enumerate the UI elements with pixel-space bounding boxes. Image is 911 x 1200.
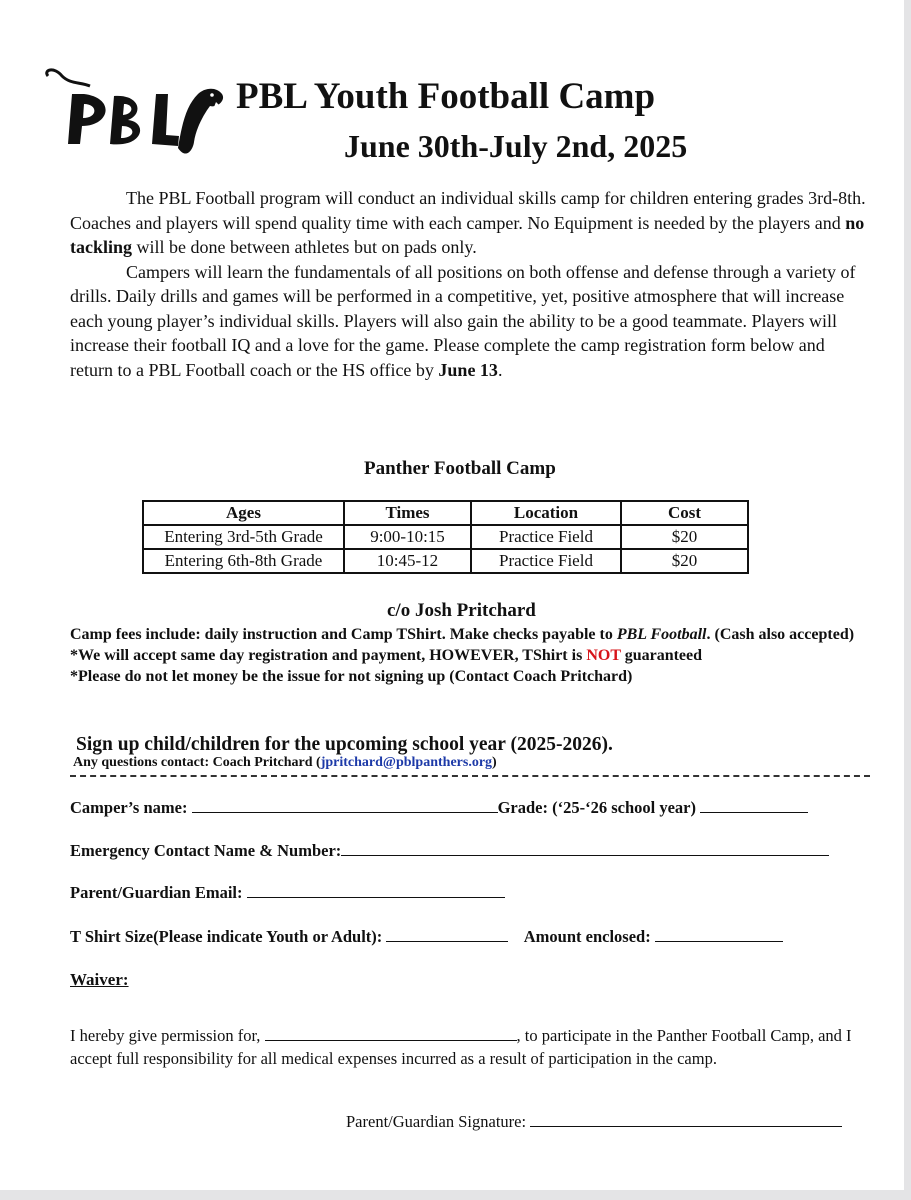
intro-p1-text: The PBL Football program will conduct an individual skills camp for children entering grades 3rd-8th. Coaches and players will spend quality time with each camper. No Equipment is needed by the players and xyxy=(70,188,866,233)
col-location: Location xyxy=(471,501,621,525)
note1-end: guaranteed xyxy=(620,647,703,664)
questions-contact xyxy=(73,755,497,771)
camper-name-field[interactable] xyxy=(192,797,498,813)
intro-p2-text: Campers will learn the fundamentals of all positions on both offense and defense through a variety of drills. Daily drills and games will be performed in a competitive, yet, positive atmosphere that will increase each young player’s individual skills. Players will also gain the ability to be a good teammate. Players will increase their football IQ and a love for the game. Please complete the camp registration form below and return to a PBL Football coach or the HS office by xyxy=(70,261,856,380)
same-day-note xyxy=(70,645,880,666)
waiver-text xyxy=(70,1024,860,1070)
camper-name-label: Camper’s name: xyxy=(70,798,188,817)
deadline-date: June 13 xyxy=(438,359,498,380)
table-row xyxy=(143,549,748,573)
emergency-field[interactable] xyxy=(341,840,829,856)
note1-text: *We will accept same day registration and payment, HOWEVER, TShirt is xyxy=(70,647,587,664)
cell-cost: $20 xyxy=(621,549,748,573)
payable-to: PBL Football xyxy=(616,626,707,643)
col-ages: Ages xyxy=(143,501,344,525)
fees-end: . (Cash also accepted) xyxy=(706,626,855,643)
fees-info xyxy=(70,624,880,687)
contact-coach: c/o Josh Pritchard xyxy=(387,600,536,621)
intro-p1-end: will be done between athletes but on pads only. xyxy=(132,237,477,257)
col-cost: Cost xyxy=(621,501,748,525)
parent-email-row xyxy=(70,882,505,903)
questions-text: Any questions contact: Coach Pritchard ( xyxy=(73,755,321,770)
intro-paragraph-2 xyxy=(70,260,870,383)
cut-line-divider xyxy=(70,775,870,777)
grade-label: Grade: (‘25-‘26 school year) xyxy=(497,798,696,817)
schedule-table xyxy=(142,500,749,574)
emergency-label: Emergency Contact Name & Number: xyxy=(70,841,342,860)
not-emphasis: NOT xyxy=(586,647,621,664)
cell-location: Practice Field xyxy=(471,549,621,573)
contact-email-link[interactable]: jpritchard@pblpanthers.org xyxy=(320,755,493,770)
intro-text xyxy=(70,186,870,382)
cell-times: 9:00-10:15 xyxy=(344,525,471,549)
waiver-text-start: I hereby give permission for, xyxy=(70,1026,265,1045)
fees-line xyxy=(70,624,880,645)
grade-field[interactable] xyxy=(700,797,808,813)
col-times: Times xyxy=(344,501,471,525)
parent-email-label: Parent/Guardian Email: xyxy=(70,883,243,902)
no-tackling-emphasis: no tackling xyxy=(70,212,865,257)
camper-name-row xyxy=(70,797,808,818)
signature-field[interactable] xyxy=(530,1111,842,1127)
tshirt-field[interactable] xyxy=(386,926,508,942)
table-row xyxy=(143,525,748,549)
camp-dates: June 30th-July 2nd, 2025 xyxy=(344,128,688,164)
cell-times: 10:45-12 xyxy=(344,549,471,573)
page-title: PBL Youth Football Camp xyxy=(236,76,656,117)
fees-text: Camp fees include: daily instruction and Camp TShirt. Make checks payable to xyxy=(70,626,617,643)
amount-field[interactable] xyxy=(655,926,783,942)
waiver-text-end: , to participate in the Panther Football Camp, and I accept full responsibility for all medical expenses incurred as a result of participation in the camp. xyxy=(70,1026,852,1068)
intro-p2-end: . xyxy=(497,359,503,380)
tshirt-row xyxy=(70,926,783,947)
camp-table-heading: Panther Football Camp xyxy=(364,458,556,479)
cell-cost: $20 xyxy=(621,525,748,549)
table-header-row xyxy=(143,501,748,525)
cell-ages: Entering 6th-8th Grade xyxy=(143,549,344,573)
signup-heading: Sign up child/children for the upcoming school year (2025-2026). xyxy=(76,734,613,755)
signature-label: Parent/Guardian Signature: xyxy=(346,1112,527,1131)
parent-email-field[interactable] xyxy=(247,882,505,898)
waiver-heading: Waiver: xyxy=(70,970,129,989)
cell-ages: Entering 3rd-5th Grade xyxy=(143,525,344,549)
money-note: *Please do not let money be the issue for not signing up (Contact Coach Pritchard) xyxy=(70,668,633,685)
emergency-row xyxy=(70,840,829,861)
cell-location: Practice Field xyxy=(471,525,621,549)
child-name-field[interactable] xyxy=(265,1025,517,1041)
pbl-panther-logo xyxy=(40,64,230,168)
signature-row xyxy=(346,1111,842,1132)
tshirt-label: T Shirt Size(Please indicate Youth or Adult): xyxy=(70,927,383,946)
questions-end: ) xyxy=(492,755,497,770)
intro-paragraph-1 xyxy=(70,186,870,260)
amount-label: Amount enclosed: xyxy=(523,927,651,946)
